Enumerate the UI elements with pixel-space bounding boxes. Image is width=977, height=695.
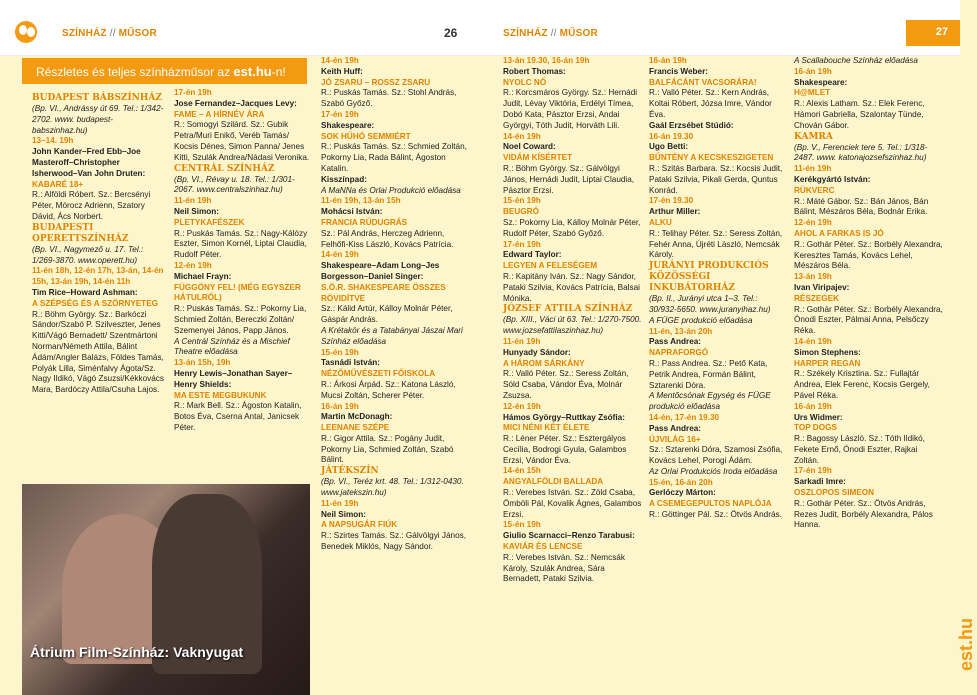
theatre-masks-icon xyxy=(14,20,42,44)
listing-text: R.: Gigor Attila. Sz.: Pogány Judit, Pokorny Lia, Schmied Zoltán, Szabó Bálint. xyxy=(321,433,454,465)
listing-date: 16-án 19h xyxy=(794,401,832,411)
listing-title: Francis Weber: xyxy=(649,66,708,76)
listing-venue: JURÁNYI PRODUKCIÓS KÖZÖSSÉGI INKUBÁTORHÁZ xyxy=(649,261,769,294)
listing-date: 13–14. 19h xyxy=(32,136,74,146)
section-label: SZÍNHÁZ xyxy=(62,28,107,39)
listing-text: R.: Máté Gábor. Sz.: Bán János, Bán Bálint, Mészáros Béla, Bodnár Erika. xyxy=(794,196,929,217)
listing-title: Neil Simon: xyxy=(321,509,367,519)
listing-date: 12-én 19h xyxy=(503,401,541,411)
listing-play: PLETYKAFÉSZEK xyxy=(174,217,245,227)
listing-play: FRANCIA RÚDUGRÁS xyxy=(321,217,408,227)
listing-date: 16-án 19h xyxy=(321,401,359,411)
listing-play: HARPER REGAN xyxy=(794,358,861,368)
listing-title: Gaál Erzsébet Stúdió: xyxy=(649,120,734,130)
listing-date: 14-én 19h xyxy=(321,250,359,260)
listing-date: 16-án 19h xyxy=(794,66,832,76)
listing-date: 14-én 15h xyxy=(503,466,541,476)
listing-play: A SZÉPSÉG ÉS A SZÖRNYETEG xyxy=(32,298,159,308)
listing-title: Giulio Scarnacci–Renzo Tarabusi: xyxy=(503,531,635,541)
listing-date: 11-én, 13-án 20h xyxy=(649,326,713,336)
listing-text: R.: Szitás Barbara. Sz.: Kocsis Judit, Pataki Szilvia, Pikali Gerda, Quntus Konrád. xyxy=(649,163,783,195)
listing-text: R.: Böhm György. Sz.: Gálvölgyi János, Hernádi Judit, Liptai Claudia, Pásztor Erzsi. xyxy=(503,163,635,195)
listing-venue: BUDAPEST BÁBSZÍNHÁZ xyxy=(32,93,162,103)
listing-play: JÓ ZSARU – ROSSZ ZSARU xyxy=(321,77,431,87)
listing-title: Kerékgyártó István: xyxy=(794,174,871,184)
listing-vinfo: A Mentőcsónak Egység és FÜGE produkció előadása xyxy=(649,391,771,412)
listing-play: BEUGRÓ xyxy=(503,207,539,217)
listing-venue: BUDAPESTI OPERETTSZÍNHÁZ xyxy=(32,222,129,244)
photo-caption: Átrium Film-Színház: Vaknyugat xyxy=(30,644,244,660)
listing-play: ÚJVILÁG 16+ xyxy=(649,434,701,444)
listing-text: R.: Gothár Péter. Sz.: Borbély Alexandra, Ónodi Eszter, Pálmai Anna, Pelsőczy Réka. xyxy=(794,304,943,336)
listing-play: MA ESTE MEGBUKUNK xyxy=(174,390,267,400)
listing-text: R.: Telihay Péter. Sz.: Seress Zoltán, Fehér Anna, Újréti László, Nemcsák Károly. xyxy=(649,228,783,260)
listing-vinfo: A FÜGE produkció előadása xyxy=(649,315,753,325)
listing-text: R.: Árkosi Árpád. Sz.: Katona László, Mucsi Zoltán, Scherer Péter. xyxy=(321,379,456,400)
listing-date: 16-án 19h xyxy=(649,56,687,65)
listing-play: LEGYEN A FELESÉGEM xyxy=(503,261,598,271)
listing-date: 13-án 19.30, 16-án 19h xyxy=(503,56,590,65)
listing-text: Sz.: Pokorny Lia, Kálloy Molnár Péter, Rudolf Péter, Szabó Győző. xyxy=(503,217,641,238)
listing-date: 13-án 19h xyxy=(794,272,832,282)
listing-vinfo: A Scallabouche Színház előadása xyxy=(794,56,918,65)
listing-date: 11-én 18h, 12-én 17h, 13-án, 14-én 15h, 13-án 19h, 14-én 11h xyxy=(32,266,164,287)
listing-play: BŰNTÉNY A KECSKESZIGETEN xyxy=(649,153,774,163)
listing-text: R.: Szirtes Tamás. Sz.: Gálvölgyi János, Benedek Miklós, Nagy Sándor. xyxy=(321,531,466,552)
listing-text: R.: Pass Andrea. Sz.: Pető Kata, Petrik Andrea, Formán Bálint, Sztarenki Dóra. xyxy=(649,358,768,390)
listing-play: OSZLOPOS SIMEON xyxy=(794,488,875,498)
listing-text: R.: Kapitány Iván. Sz.: Nagy Sándor, Pataki Szilvia, Kovács Patrícia, Balsai Mónika. xyxy=(503,271,640,303)
listing-date: 14-én 19h xyxy=(321,56,359,65)
listing-title: Arthur Miller: xyxy=(649,207,701,217)
listing-date: 17-én 19h xyxy=(321,109,359,119)
listing-text: R.: Székely Krisztina. Sz.: Fullajtár Andrea, Elek Ferenc, Kocsis Gergely, Pável Réka. xyxy=(794,369,930,400)
listing-title: Pass Andrea: xyxy=(649,337,702,347)
listing-text: R.: Verebes István. Sz.: Nemcsák Károly, Szulák Andrea, Sára Bernadett, Pataki Szilvia. xyxy=(503,552,625,584)
listing-vinfo: (Bp. VI., Andrássy út 69. Tel.: 1/342-2702. www. budapest-babszinhaz.hu) xyxy=(32,104,164,135)
listing-play: RÜKVERC xyxy=(794,185,835,195)
listing-text: R.: Korcsmáros György. Sz.: Hernádi Judit, Lévay Viktória, Erdélyi Tímea, Dobó Kata, Pásztor Erzsi, Andai Györgyi, Tóth Judit, Horváth Lili. xyxy=(503,88,638,130)
listing-title: Martin McDonagh: xyxy=(321,412,393,422)
listing-play: NÉZŐMŰVÉSZETI FŐISKOLA xyxy=(321,369,436,379)
listing-date: 17-én 19h xyxy=(503,239,541,249)
listing-play: TOP DOGS xyxy=(794,423,837,433)
section-sub-label: MŰSOR xyxy=(118,28,157,39)
listing-play: AHOL A FARKAS IS JÓ xyxy=(794,228,884,238)
listing-text: R.: Valló Péter. Sz.: Seress Zoltán, Sóld Csaba, Vándor Éva, Molnár Zsuzsa. xyxy=(503,369,629,400)
listing-title: Shakespeare: xyxy=(794,77,848,87)
listing-play: A NAPSUGÁR FIÚK xyxy=(321,520,398,530)
listing-text: R.: Puskás Tamás. Sz.: Stohl András, Szabó Győző. xyxy=(321,88,457,109)
listing-title: Keith Huff: xyxy=(321,66,363,76)
listing-text: R.: Göttinger Pál. Sz.: Ötvös András. xyxy=(649,510,782,520)
listing-date: 15-én 19h xyxy=(503,520,541,530)
listing-column-1 xyxy=(32,93,164,396)
listing-title: Noel Coward: xyxy=(503,142,556,152)
listing-title: Urs Widmer: xyxy=(794,412,843,422)
listing-title: Jose Fernandez–Jacques Levy: xyxy=(174,98,297,108)
listing-text: R.: Alföldi Róbert. Sz.: Bercsényi Péter, Mórocz Adrienn, Szatory Dávid, Ács Norbert. xyxy=(32,190,151,221)
listing-title: Tasnádi István: xyxy=(321,358,380,368)
listing-title: Hámos György–Ruttkay Zsófia: xyxy=(503,412,625,422)
listing-title: Mohácsi István: xyxy=(321,207,383,217)
listing-date: 15-én 19h xyxy=(321,347,359,357)
listing-date: 11-én 19h, 13-án 15h xyxy=(321,196,401,206)
listing-text: R.: Alexis Latham. Sz.: Elek Ferenc, Hámori Gabriella, Szalontay Tünde, Chován Gábor. xyxy=(794,99,925,130)
listing-play: S.Ö.R. SHAKESPEARE ÖSSZES RÖVIDÍTVE xyxy=(321,282,446,303)
listing-play: MICI NÉNI KÉT ÉLETE xyxy=(503,423,590,433)
listing-column-3 xyxy=(321,56,471,553)
listing-title: Simon Stephens: xyxy=(794,347,861,357)
listing-title: Ivan Viripajev: xyxy=(794,282,850,292)
listing-play: VIDÁM KÍSÉRTET xyxy=(503,153,573,163)
listing-venue: KAMRA xyxy=(794,131,833,142)
listing-play: KABARÉ 18+ xyxy=(32,179,84,189)
listing-column-2 xyxy=(174,88,310,434)
listing-play: ALKU xyxy=(649,217,672,227)
listing-text: Sz.: Sztarenki Dóra, Szamosi Zsófia, Kovács Lehel, Porogi Ádám. xyxy=(649,445,783,466)
listing-play: NYOLC NŐ xyxy=(503,77,547,87)
listing-vinfo: (Bp. XIII., Váci út 63. Tel.: 1/270-7500. www.jozsefattilaszinhaz.hu) xyxy=(503,315,642,336)
listing-text: R.: Léner Péter. Sz.: Esztergályos Cecília, Bodrogi Gyula, Galambos Erzsi, Vándor Éva. xyxy=(503,434,627,465)
listing-date: 11-én 19h xyxy=(321,498,359,508)
listing-play: A CSEMEGEPULTOS NAPLÓJA xyxy=(649,499,772,509)
featured-photo xyxy=(22,484,310,695)
listing-date: 11-én 19h xyxy=(503,336,541,346)
page-number-left: 26 xyxy=(444,26,458,40)
listing-date: 17-én 19h xyxy=(794,466,832,476)
listing-title: Robert Thomas: xyxy=(503,66,566,76)
promo-banner xyxy=(22,58,307,84)
listing-play: H@MLET xyxy=(794,88,831,98)
listing-date: 16-án 19.30 xyxy=(649,131,694,141)
listing-date: 15-én 19h xyxy=(503,196,541,206)
listing-play: KAVIÁR ÉS LENCSE xyxy=(503,542,583,552)
listing-vinfo: A MaNNa és Orlai Produkció előadása xyxy=(321,185,461,195)
listing-date: 15-én, 16-án 20h xyxy=(649,477,713,487)
listing-text: R.: Puskás Tamás. Sz.: Pokorny Lia, Schmied Zoltán, Bereczki Zoltán/ Szemenyei János, Papp János. xyxy=(174,304,307,335)
listing-text: R.: Bagossy László. Sz.: Tóth Ildikó, Fekete Ernő, Ónodi Eszter, Rajkai Zoltán. xyxy=(794,434,925,465)
listing-date: 12-én 19h xyxy=(794,218,832,228)
listing-play: NAPRAFORGÓ xyxy=(649,348,709,358)
listing-title: Tim Rice–Howard Ashman: xyxy=(32,287,138,297)
listing-play: A HÁROM SÁRKÁNY xyxy=(503,358,585,368)
listing-date: 13-án 15h, 19h xyxy=(174,358,231,368)
listing-text: R.: Böhm György. Sz.: Barkóczi Sándor/Szabó P. Szilveszter, Jenes Kitti/Vágó Bernadett/ Szentmártoni Norman/Németh Attila, Bálint Ádám/Angler Balázs, Földes Tamás, Polyák Lilla, Siménfalvy Ágota/Sz. Nagy Ildikó, Vágó Zsuzsi/Kékkovács Mara, Bardóczy Attila/Csuha Lajos. xyxy=(32,309,164,395)
listing-vinfo: (Bp. II., Jurányi utca 1–3. Tel.: 30/932-5650. www.juranyihaz.hu) xyxy=(649,294,771,314)
banner-text: Részletes és teljes színházműsor az est.hu-n! xyxy=(36,64,286,79)
listing-date: 12-én 19h xyxy=(174,260,212,270)
listing-date: 14-én 19h xyxy=(503,131,541,141)
page-number-right: 27 xyxy=(906,20,960,46)
listing-title: Sarkadi Imre: xyxy=(794,477,846,487)
listing-text: Sz.: Pál András, Herczeg Adrienn, Felhőfi-Kiss László, Kovács Patrícia. xyxy=(321,228,454,249)
listing-play: FAME – A HÍRNÉV ÁRA xyxy=(174,109,265,119)
section-label: SZÍNHÁZ xyxy=(503,28,548,39)
listing-play: FÜGGÖNY FEL! (MÉG EGYSZER HÁTULRÓL) xyxy=(174,282,301,303)
listing-date: 14-én 19h xyxy=(794,336,832,346)
section-title-left: SZÍNHÁZ // MŰSOR xyxy=(62,28,157,39)
listing-play: BALFÁCÁNT VACSORÁRA! xyxy=(649,77,757,87)
side-brand-logo: est.hu xyxy=(956,618,976,672)
listing-text: R.: Puskás Tamás. Sz.: Schmied Zoltán, Pokorny Lia, Rada Bálint, Ágoston Katalin. xyxy=(321,142,467,173)
listing-text: R.: Valló Péter. Sz.: Kern András, Koltai Róbert, Józsa Imre, Vándor Éva. xyxy=(649,88,772,119)
page-header xyxy=(0,0,960,56)
listing-venue: JÓZSEF ATTILA SZÍNHÁZ xyxy=(503,304,633,315)
section-sub-label: MŰSOR xyxy=(559,28,598,39)
listing-date: 11-én 19h xyxy=(174,196,212,206)
listing-column-5 xyxy=(649,56,787,521)
listing-play: LEENANE SZÉPE xyxy=(321,423,390,433)
listing-title: Shakespeare: xyxy=(321,120,375,130)
listing-text: R.: Gothár Péter. Sz.: Borbély Alexandra, Keresztes Tamás, Kovács Lehel, Mészáros Béla. xyxy=(794,239,943,271)
listing-text: R.: Somogyi Szilárd. Sz.: Gubik Petra/Muri Enikő, Veréb Tamás/ Kocsis Dénes, Simon Panna/ Jenes Kitti, Szulák Andrea/Nádasi Veronika. xyxy=(174,120,310,162)
listing-play: SOK HŰHÓ SEMMIÉRT xyxy=(321,131,411,141)
listing-title: Neil Simon: xyxy=(174,206,220,216)
section-title-right: SZÍNHÁZ // MŰSOR xyxy=(503,28,598,39)
listing-title: Pass Andrea: xyxy=(649,423,702,433)
listing-title: Kisszínpad: xyxy=(321,174,367,184)
listing-column-6 xyxy=(794,56,944,531)
listing-text: R.: Gothár Péter. Sz.: Ötvös András, Rezes Judit, Borbély Alexandra, Pálos Hanna. xyxy=(794,498,933,530)
listing-title: Henry Lewis–Jonathan Sayer–Henry Shields: xyxy=(174,368,293,389)
listing-date: 17-én 19h xyxy=(174,88,212,97)
listing-vinfo: (Bp. VI., Nagymező u. 17. Tel.: 1/269-3870. www.operett.hu) xyxy=(32,244,144,265)
listing-vinfo: (Bp. VI., Teréz krt. 48. Tel.: 1/312-0430. www.jatekszin.hu) xyxy=(321,477,464,498)
listing-text: R.: Verebes István. Sz.: Zöld Csaba, Ömböli Pál, Kovalik Ágnes, Galambos Erzsi. xyxy=(503,488,642,519)
listing-vinfo: A Krétakör és a Tatabányai Jászai Mari Színház előadása xyxy=(321,325,463,346)
listing-title: Ugo Betti: xyxy=(649,142,689,152)
listing-date: 14-én, 17-én 19.30 xyxy=(649,412,720,422)
listing-play: RÉSZEGEK xyxy=(794,293,840,303)
listing-vinfo: (Bp. VI., Révay u. 18. Tel.: 1/301-2067. www.centralszinhaz.hu) xyxy=(174,174,295,195)
listing-title: Hunyady Sándor: xyxy=(503,347,571,357)
listing-title: Shakespeare–Adam Long–Jes Borgesson–Daniel Singer: xyxy=(321,261,440,281)
listing-text: Sz.: Kálid Artúr, Kálloy Molnár Péter, Gáspár András. xyxy=(321,304,453,325)
listing-venue: CENTRÁL SZÍNHÁZ xyxy=(174,163,275,174)
listing-vinfo: Az Orlai Produkciós Iroda előadása xyxy=(649,466,778,476)
listing-title: Edward Taylor: xyxy=(503,250,562,260)
listing-text: R.: Puskás Tamás. Sz.: Nagy-Kálózy Eszter, Simon Kornél, Liptai Claudia, Rudolf Péter. xyxy=(174,228,308,260)
listing-venue: JÁTÉKSZÍN xyxy=(321,466,379,477)
listing-title: John Kander–Fred Ebb–Joe Masteroff–Christopher Isherwood–Van John Druten: xyxy=(32,147,146,178)
listing-text: R.: Mark Bell. Sz.: Ágoston Katalin, Botos Éva, Cserna Antal, Janicsek Péter. xyxy=(174,401,302,432)
listing-play: ANGYALFÖLDI BALLADA xyxy=(503,477,604,487)
brand-link[interactable]: est.hu xyxy=(233,64,272,79)
listing-vinfo: (Bp. V., Ferenciek tere 5. Tel.: 1/318-2487. www. katonajozsefszinhaz.hu) xyxy=(794,142,928,163)
listing-title: Michael Frayn: xyxy=(174,271,232,281)
listing-date: 17-én 19.30 xyxy=(649,196,694,206)
listing-title: Gerlóczy Márton: xyxy=(649,488,716,498)
listing-date: 11-én 19h xyxy=(794,164,832,174)
listing-column-4 xyxy=(503,56,643,585)
listing-vinfo: A Centrál Színház és a Mischief Theatre előadása xyxy=(174,336,290,357)
